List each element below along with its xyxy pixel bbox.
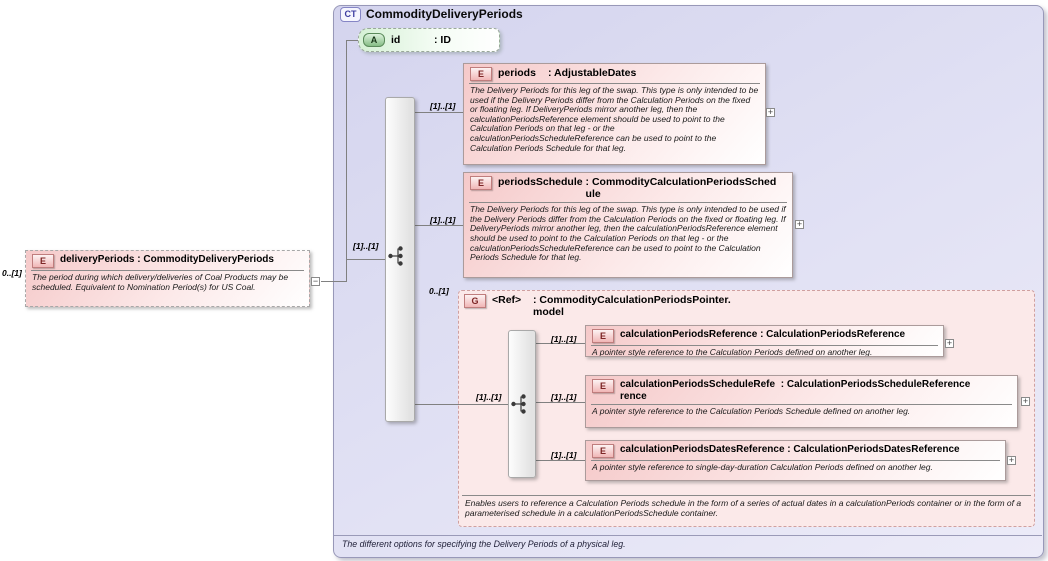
element-annotation: The Delivery Periods for this leg of the swap. This type is only intended to be used if the Delivery Periods differ from the Calculation Periods on the fixed or floating leg. If DeliveryPeriods mirror another leg, then the calculationPeriodsReference element should be used to point to the Calculation Periods on that leg - or the calculationPeriodsScheduleReference can be used to point to the Calculation Periods Schedule for that leg. — [470, 204, 786, 263]
element-name: calculationPeriodsReference — [620, 329, 758, 340]
element-annotation: A pointer style reference to the Calculation Periods defined on another leg. — [592, 347, 873, 357]
element-type: : AdjustableDates — [548, 67, 637, 79]
connector-group-to-calculationperiodsdatesreference — [536, 460, 585, 461]
element-title-row — [26, 251, 309, 269]
group-choice-icon — [509, 393, 535, 415]
element-type: : CommodityDeliveryPeriods — [137, 254, 274, 265]
cardinality-label: [1]..[1] — [551, 450, 577, 460]
expand-icon[interactable]: + — [946, 338, 953, 348]
element-calculationperiodsreference[interactable] — [585, 325, 944, 357]
element-type: : CalculationPeriodsReference — [760, 329, 906, 340]
element-badge-icon: E — [470, 176, 492, 190]
attribute-name: id — [391, 34, 401, 46]
element-deliveryperiods[interactable] — [25, 250, 310, 307]
group-footer-annotation: Enables users to reference a Calculation Periods schedule in the form of a series of actual dates in a calculationPeriods container or in the form of a parameterised schedule in a calculationPeriodsSchedule container. — [462, 495, 1031, 518]
cardinality-label: [1]..[1] — [430, 215, 456, 225]
attribute-badge-icon: A — [363, 33, 385, 47]
element-badge-icon: E — [470, 67, 492, 81]
element-type: : CalculationPeriodsDatesReference — [787, 444, 960, 455]
cardinality-label: 0..[1] — [2, 268, 22, 278]
element-name: calculationPeriodsDatesReference — [620, 444, 785, 455]
expand-icon[interactable]: + — [1022, 396, 1029, 406]
element-annotation: A pointer style reference to single-day-duration Calculation Periods defined on another leg. — [592, 462, 933, 472]
attribute-id[interactable] — [358, 28, 500, 52]
element-badge-icon: E — [32, 254, 54, 268]
element-periodsschedule[interactable] — [463, 172, 793, 278]
element-type: : CommodityCalculationPeriodsSchedule — [585, 176, 777, 201]
element-periods[interactable] — [463, 63, 766, 165]
element-name: periodsSchedule — [498, 176, 583, 188]
element-badge-icon: E — [592, 329, 614, 343]
cardinality-label: 0..[1] — [429, 286, 449, 296]
choice-icon — [386, 245, 412, 267]
connector-group-to-calculationperiodsschedulereference — [536, 402, 585, 403]
collapse-icon[interactable]: − — [312, 276, 319, 286]
element-title-row — [586, 441, 1005, 459]
attribute-type: : ID — [434, 34, 451, 46]
connector-choice-to-periodsschedule — [415, 225, 463, 226]
group-type: : CommodityCalculationPeriodsPointer.model — [533, 294, 731, 318]
connector-trunk — [346, 40, 347, 282]
element-name: calculationPeriodsScheduleReference — [620, 379, 776, 402]
complex-type-badge-icon: CT — [340, 7, 361, 22]
cardinality-label: [1]..[1] — [430, 101, 456, 111]
element-title-row — [586, 376, 1017, 403]
element-annotation: A pointer style reference to the Calculation Periods Schedule defined on another leg. — [592, 406, 911, 416]
element-title-row — [586, 326, 943, 344]
expand-icon[interactable]: + — [796, 219, 803, 229]
element-calculationperiodsschedulereference[interactable] — [585, 375, 1018, 428]
element-title-row — [464, 173, 792, 201]
connector-choice-to-group — [415, 404, 508, 405]
connector-trunk-to-choice — [346, 259, 385, 260]
cardinality-label: [1]..[1] — [551, 392, 577, 402]
element-annotation: The period during which delivery/deliveries of Coal Products may be scheduled. Equivalent to Nomination Period(s) for US Coal. — [32, 272, 289, 292]
element-name: periods — [498, 67, 536, 79]
expand-icon[interactable]: + — [767, 107, 774, 117]
element-annotation: The Delivery Periods for this leg of the swap. This type is only intended to be used if the Delivery Periods differ from the Calculation Periods on the fixed or floating leg. If DeliveryPeriods mirror another leg, then the calculationPeriodsReference element should be used to point to the Calculation Periods on that leg - or the calculationPeriodsScheduleReference can be used to point to the Calculation Periods Schedule for that leg. — [470, 85, 759, 153]
cardinality-label: [1]..[1] — [551, 334, 577, 344]
element-type: : CalculationPeriodsScheduleReference — [780, 379, 971, 390]
complex-type-title: CommodityDeliveryPeriods — [366, 7, 523, 21]
expand-icon[interactable]: + — [1008, 455, 1015, 465]
connector-choice-to-periods — [415, 112, 463, 113]
element-name: deliveryPeriods — [60, 254, 135, 265]
element-title-row — [464, 64, 765, 82]
group-header — [464, 294, 1024, 318]
cardinality-label: [1]..[1] — [353, 241, 379, 251]
connector-source-to-trunk — [321, 281, 346, 282]
element-badge-icon: E — [592, 444, 614, 458]
group-name: <Ref> — [492, 294, 522, 306]
group-badge-icon: G — [464, 294, 486, 308]
element-calculationperiodsdatesreference[interactable] — [585, 440, 1006, 481]
cardinality-label: [1]..[1] — [476, 392, 502, 402]
element-badge-icon: E — [592, 379, 614, 393]
complex-type-footer-annotation: The different options for specifying the Delivery Periods of a physical leg. — [334, 535, 1042, 557]
connector-trunk-to-attribute — [346, 40, 358, 41]
